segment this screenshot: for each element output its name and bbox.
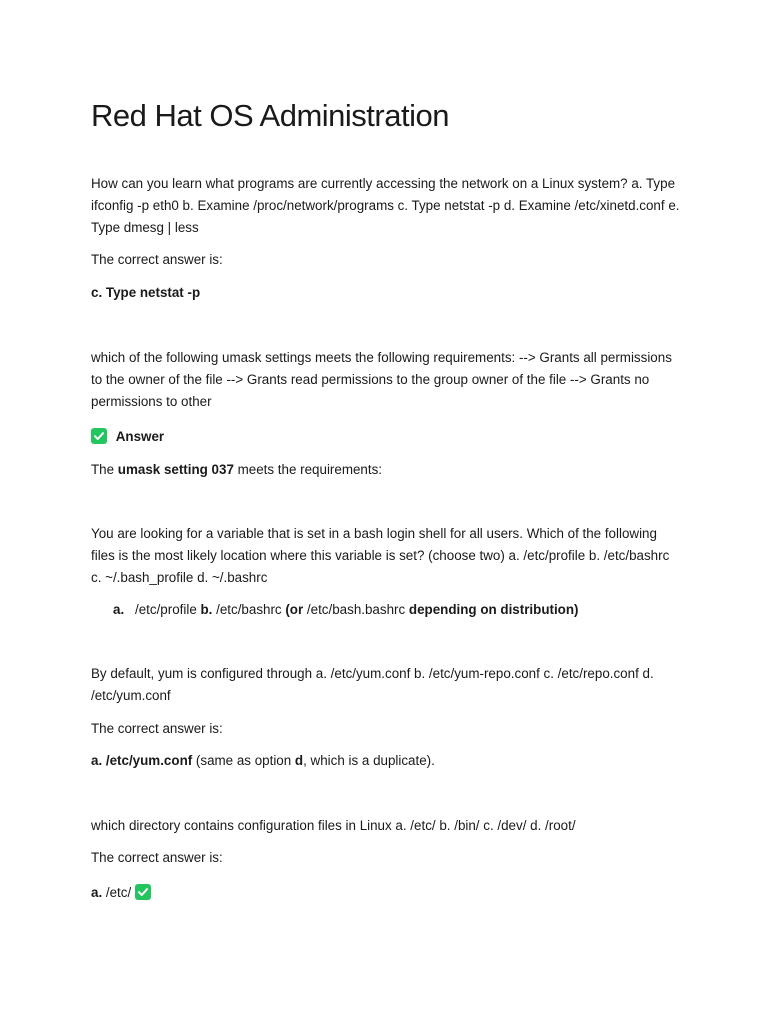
check-mark-icon xyxy=(91,428,107,444)
question-3-answer-list-item xyxy=(113,599,681,621)
question-1-text: How can you learn what programs are currently accessing the network on a Linux system? a. Type ifconfig -p eth0 b. Examine /proc/network/programs c. Type netstat -p d. Examine /etc/xinetd.conf e. Type dmesg | less xyxy=(91,176,680,235)
answer-bold-text: umask setting 037 xyxy=(117,462,234,477)
answer-post-text: meets the requirements: xyxy=(233,462,383,477)
question-2-answer xyxy=(91,459,681,481)
answer-part: /etc/profile xyxy=(135,602,201,617)
answer-text: (same as option xyxy=(192,753,295,768)
question-3-text: You are looking for a variable that is set in a bash login shell for all users. Which of the following files is the most likely location where this variable is set? (choose two) a. /etc/profile b. /etc/bashrc c. ~/.bash_profile d. ~/.bashrc xyxy=(91,526,670,585)
answer-label: Answer xyxy=(115,429,165,444)
question-2-answer-label-row xyxy=(91,426,681,448)
answer-part: /etc/bash.bashrc xyxy=(303,602,409,617)
answer-text: /etc/ xyxy=(102,885,135,900)
answer-text: , which is a duplicate). xyxy=(303,753,435,768)
question-4-intro: The correct answer is: xyxy=(91,721,223,736)
question-5-intro: The correct answer is: xyxy=(91,850,223,865)
answer-part: (or xyxy=(285,602,304,617)
answer-option: d xyxy=(294,753,304,768)
answer-bold-text: a. xyxy=(91,885,103,900)
list-marker: a. xyxy=(113,602,125,617)
question-5-answer xyxy=(91,882,681,904)
answer-part: b. xyxy=(200,602,213,617)
question-2-text: which of the following umask settings meets the following requirements: --> Grants all permissions to the owner of the file --> Grants read permissions to the group owner of the file --> Grants no permissions to other xyxy=(91,350,672,409)
page-title: Red Hat OS Administration xyxy=(91,98,449,133)
question-5-text: which directory contains configuration files in Linux a. /etc/ b. /bin/ c. /dev/ d. /root/ xyxy=(91,818,576,833)
answer-pre-text: The xyxy=(91,462,118,477)
answer-part: /etc/bashrc xyxy=(212,602,286,617)
check-mark-icon xyxy=(135,884,151,900)
question-1-intro: The correct answer is: xyxy=(91,252,223,267)
question-1-answer xyxy=(91,282,681,304)
question-1-answer-text: c. Type netstat -p xyxy=(91,285,201,300)
question-4-text: By default, yum is configured through a. /etc/yum.conf b. /etc/yum-repo.conf c. /etc/repo.conf d. /etc/yum.conf xyxy=(91,666,654,703)
answer-bold-text: a. /etc/yum.conf xyxy=(91,753,193,768)
answer-part: depending on distribution) xyxy=(408,602,579,617)
question-4-answer xyxy=(91,750,681,772)
